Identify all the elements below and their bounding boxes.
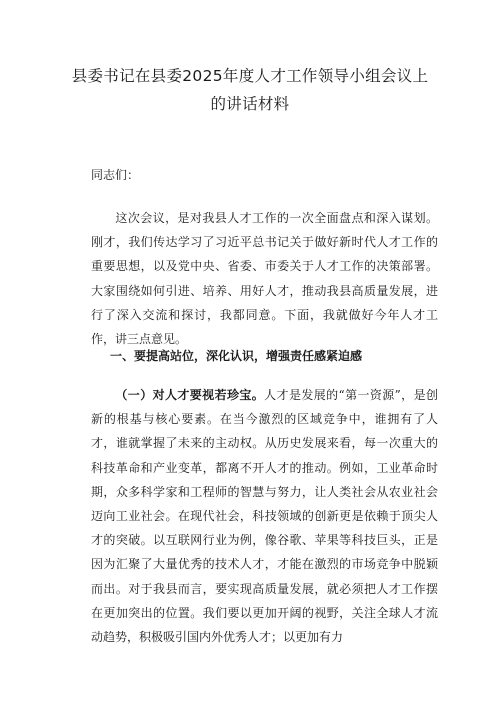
paragraph-intro-text: 这次会议，是对我县人才工作的一次全面盘点和深入谋划。刚才，我们传达学习了习近平总书记关于做好新时代人才工作的重要思想，以及党中央、省委、市委关于人才工作的决策部署。大家围绕如何引进、培养、用好人才，推动我县高质量发展，进行了深入交流和探讨，我都同意。下面，我就做好今年人才工作，讲三点意见。: [91, 211, 438, 347]
paragraph-section-1-1: [91, 383, 438, 649]
document-title-line-1: 县委书记在县委2025年度人才工作领导小组会议上: [71, 67, 429, 85]
section-heading-1: 一、要提高站位，深化认识，增强责任感紧迫感: [110, 349, 363, 363]
salutation: 同志们：: [91, 168, 140, 182]
paragraph-intro: [91, 206, 438, 351]
paragraph-section-1-1-text: 人才是发展的“第一资源”，是创新的根基与核心要素。在当今激烈的区域竞争中，谁拥有了人才，谁就掌握了未来的主动权。从历史发展来看，每一次重大的科技革命和产业变革，都离不开人才的推动。例如，工业革命时期，众多科学家和工程师的智慧与努力，让人类社会从农业社会迈向工业社会。在现代社会，科技领域的创新更是依赖于顶尖人才的突破。以互联网行业为例，像谷歌、苹果等科技巨头，正是因为汇聚了大量优秀的技术人才，才能在激烈的市场竞争中脱颖而出。对于我县而言，要实现高质量发展，就必须把人才工作摆在更加突出的位置。我们要以更加开阔的视野，关注全球人才流动趋势，积极吸引国内外优秀人才；以更加有力: [91, 388, 438, 645]
subheading-1-1: （一）对人才要视若珍宝。: [115, 388, 265, 402]
document-title-line-2: 的讲话材料: [210, 95, 290, 113]
